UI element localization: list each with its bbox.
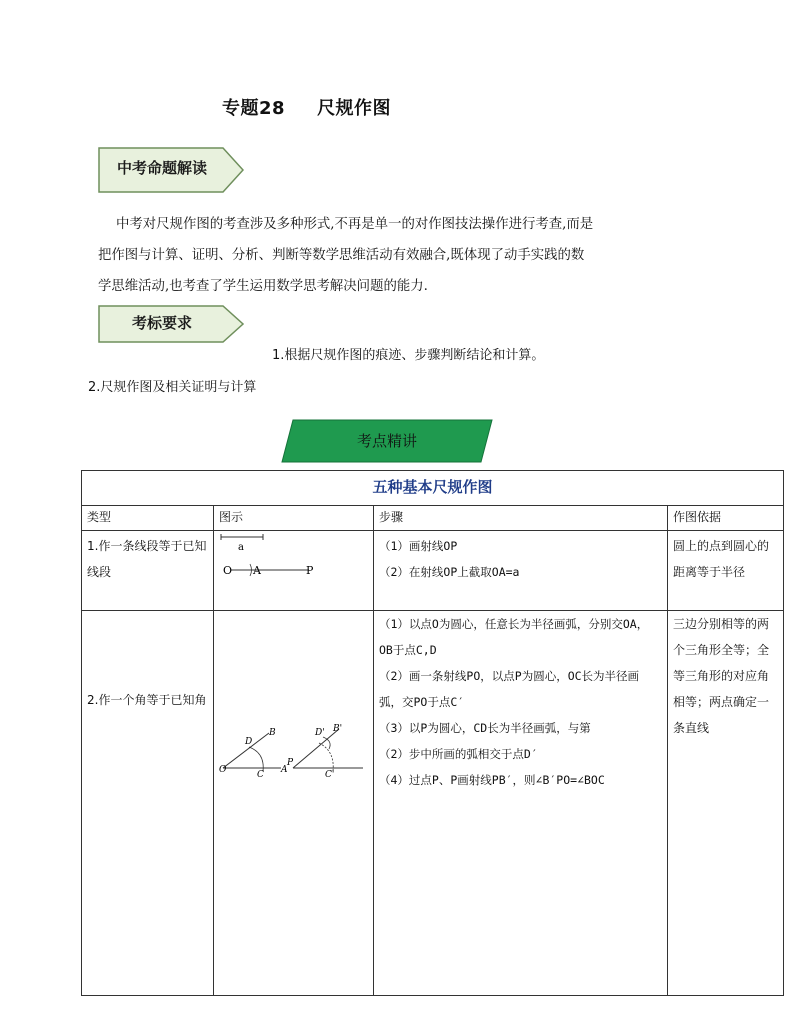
row-steps	[374, 611, 668, 996]
step: （2）步中所画的弧相交于点D′	[379, 747, 538, 761]
page-title	[222, 94, 391, 120]
requirement-item: 2.尺规作图及相关证明与计算	[88, 380, 257, 395]
section-tag-interpretation	[98, 146, 244, 186]
step: （2）在射线OP上截取OA=a	[379, 565, 520, 579]
table-caption: 五种基本尺规作图	[82, 471, 784, 506]
section-tag-requirements	[98, 304, 244, 344]
row-steps	[374, 531, 668, 611]
paragraph-line: 学思维活动,也考查了学生运用数学思考解决问题的能力.	[98, 279, 428, 294]
row-figure	[214, 531, 374, 611]
row-basis: 三边分别相等的两个三角形全等；全等三角形的对应角相等；两点确定一条直线	[668, 611, 784, 996]
label-C: C	[257, 770, 264, 780]
row-type: 1.作一条线段等于已知线段	[82, 531, 214, 611]
section-tag-label: 考标要求	[131, 314, 192, 332]
title-number: 专题28	[222, 98, 286, 119]
label-O: O	[219, 765, 227, 775]
label-P: P	[287, 758, 294, 768]
label-A: A	[281, 765, 288, 775]
paragraph-line: 把作图与计算、证明、分析、判断等数学思维活动有效融合,既体现了动手实践的数	[98, 248, 585, 263]
requirement-item: 1.根据尺规作图的痕迹、步骤判断结论和计算。	[272, 348, 545, 363]
section-tag-label: 中考命题解读	[116, 159, 207, 177]
label-a: a	[238, 542, 244, 553]
step: （4）过点P、P画射线PB′，则∠B′PO=∠BOC	[379, 773, 605, 787]
step: （3）以P为圆心，CD长为半径画弧，与第	[379, 721, 591, 735]
header-basis: 作图依据	[668, 506, 784, 531]
segment-figure	[219, 533, 369, 601]
label-A: A	[253, 564, 261, 577]
step: （1）以点O为圆心，任意长为半径画弧，分别交OA，OB于点C,D	[379, 617, 649, 657]
label-O: O	[223, 564, 233, 577]
table-row	[82, 611, 784, 996]
title-name: 尺规作图	[317, 98, 392, 119]
label-P: P	[306, 564, 314, 577]
paragraph-line: 中考对尺规作图的考查涉及多种形式,不再是单一的对作图技法操作进行考查,而是	[116, 217, 594, 232]
banner-label: 考点精讲	[356, 432, 417, 450]
row-type: 2.作一个角等于已知角	[82, 611, 214, 996]
label-B: B	[269, 728, 276, 738]
header-figure: 图示	[214, 506, 374, 531]
constructions-table	[81, 470, 784, 996]
row-figure	[214, 611, 374, 996]
table-row	[82, 531, 784, 611]
row-basis: 圆上的点到圆心的距离等于半径	[668, 531, 784, 611]
interpretation-paragraph	[98, 209, 688, 302]
label-D-prime: D'	[315, 728, 325, 738]
step: （2）画一条射线PO，以点P为圆心，OC长为半径画弧，交PO于点C′	[379, 669, 640, 709]
header-steps: 步骤	[374, 506, 668, 531]
label-B-prime: B'	[333, 724, 343, 734]
label-D: D	[245, 737, 253, 747]
section-banner	[281, 419, 493, 463]
step: （1）画射线OP	[379, 539, 458, 553]
label-C-prime: C'	[325, 770, 335, 780]
angle-figure	[219, 723, 369, 783]
header-type: 类型	[82, 506, 214, 531]
